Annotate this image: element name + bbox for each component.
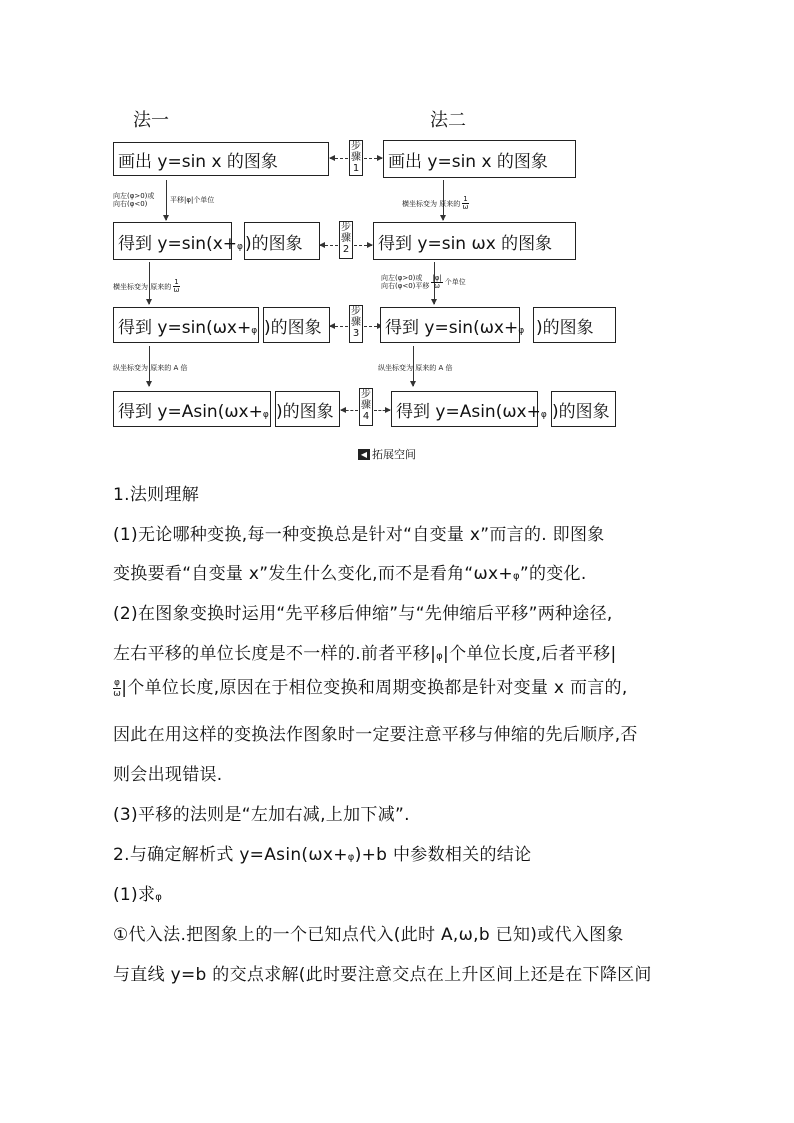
arrow-step2-right [354, 245, 372, 246]
para-3: (3)平移的法则是“左加右减,上加下减”. [113, 805, 410, 825]
phi-sub: φ [518, 326, 525, 336]
step-char: 步 [351, 141, 361, 152]
step-2-text [340, 222, 352, 255]
left-box-4b-text: )的图象 [276, 401, 334, 422]
para-2-line-1: (2)在图象变换时运用“先平移后伸缩”与“先伸缩后平移”两种途径, [113, 604, 613, 624]
right-box-2-text: 得到 y=sin ωx 的图象 [378, 233, 553, 254]
method-two-header: 法二 [430, 110, 466, 131]
arrow-step4-right [374, 410, 390, 411]
expansion-space-label [358, 446, 416, 462]
right-box-3b-text: )的图象 [536, 317, 594, 338]
right-box-2 [373, 222, 576, 260]
right-note-3: 纵坐标变为 原来的 A 倍 [378, 364, 453, 372]
arrow-step1-right [364, 158, 382, 159]
step-char: 2 [342, 244, 350, 255]
arrow-step2-left [320, 245, 338, 246]
right-box-3a [380, 307, 525, 343]
phi-sub: φ [540, 410, 547, 420]
para-2-line-2: 左右平移的单位长度是不一样的.前者平移|φ|个单位长度,后者平移| [113, 644, 617, 664]
right-box-3a-text: 得到 y=sin(ωx+ [385, 317, 519, 338]
left-note-1: 向左(φ>0)或 向右(φ<0) [113, 192, 155, 208]
left-box-2b-text: )的图象 [245, 233, 303, 254]
arrow-step4-left [341, 410, 358, 411]
right-note-2: 向左(φ>0)或 向右(φ<0)平移 |φ| ω 个单位 [381, 273, 466, 290]
right-box-4b-text: )的图象 [552, 401, 610, 422]
left-box-2a-text: 得到 y=sin(x+ [118, 233, 237, 254]
step-1-text [350, 141, 362, 174]
step-char: 骤 [361, 400, 371, 411]
section-1-heading: 1.法则理解 [113, 485, 200, 505]
speaker-icon: ◀ [358, 449, 370, 460]
para-2-line-5: 则会出现错误. [113, 765, 223, 785]
step-char: 骤 [351, 152, 361, 163]
left-box-2b [244, 222, 320, 260]
para-2-line-3: $\frac{\varphi}{\omega}$ |个单位长度,原因在于相位变换和周期变换都是针对变量 x 而言的, [113, 677, 628, 699]
right-box-4a [391, 391, 547, 427]
step-char: 步 [341, 222, 351, 233]
step-1-label [349, 140, 363, 176]
right-box-4a-text: 得到 y=Asin(ωx+ [396, 401, 541, 422]
right-box-1 [383, 140, 576, 178]
step-3-label [349, 305, 363, 343]
section-2-heading: 2.与确定解析式 y=Asin(ωx+φ)+b 中参数相关的结论 [113, 845, 532, 865]
phi-sub: φ [262, 410, 269, 420]
step-char: 3 [352, 328, 360, 339]
step-4-text [360, 389, 372, 422]
left-box-4a-text: 得到 y=Asin(ωx+ [118, 401, 263, 422]
step-char: 1 [352, 163, 360, 174]
method-one-header: 法一 [133, 110, 169, 131]
left-box-4a [113, 391, 271, 427]
left-box-3b [263, 307, 330, 343]
left-box-3a [113, 307, 259, 343]
left-box-3a-text: 得到 y=sin(ωx+ [118, 317, 252, 338]
step-char: 骤 [351, 317, 361, 328]
step-3-text [350, 306, 362, 339]
para-1-line-2: 变换要看“自变量 x”发生什么变化,而不是看角“ωx+φ”的变化. [113, 564, 587, 584]
left-box-2a [113, 222, 243, 260]
para-2-line-4: 因此在用这样的变换法作图象时一定要注意平移与伸缩的先后顺序,否 [113, 725, 638, 745]
left-note-1b: 平移|φ|个单位 [170, 196, 215, 204]
phi-sub: φ [237, 242, 243, 252]
right-box-1-text: 画出 y=sin x 的图象 [388, 151, 548, 172]
right-box-3b [533, 307, 616, 343]
left-arrow-1 [166, 180, 167, 220]
step-char: 步 [361, 389, 371, 400]
sub-heading-1: (1)求φ [113, 885, 163, 905]
step-2-label [339, 221, 353, 259]
arrow-step1-left [330, 158, 348, 159]
step-char: 步 [351, 306, 361, 317]
right-note-1: 横坐标变为 原来的 1 ω [402, 195, 469, 211]
left-box-3b-text: )的图象 [264, 317, 322, 338]
expansion-space-text: 拓展空间 [372, 448, 416, 461]
step-char: 骤 [341, 233, 351, 244]
phi-sub: φ [251, 326, 258, 336]
left-box-4b [275, 391, 340, 427]
step-4-label [359, 388, 373, 426]
left-box-1 [113, 142, 329, 176]
arrow-step3-left [330, 326, 348, 327]
step-char: 4 [362, 411, 370, 422]
method-line-1: ①代入法.把图象上的一个已知点代入(此时 A,ω,b 已知)或代入图象 [113, 925, 624, 945]
para-1-line-1: (1)无论哪种变换,每一种变换总是针对“自变量 x”而言的. 即图象 [113, 525, 605, 545]
left-note-2: 横坐标变为 原来的 1 ω [113, 278, 180, 294]
right-box-4b [551, 391, 616, 427]
left-note-3: 纵坐标变为 原来的 A 倍 [113, 364, 188, 372]
left-box-1-text: 画出 y=sin x 的图象 [118, 151, 278, 172]
method-line-2: 与直线 y=b 的交点求解(此时要注意交点在上升区间上还是在下降区间 [113, 965, 652, 985]
